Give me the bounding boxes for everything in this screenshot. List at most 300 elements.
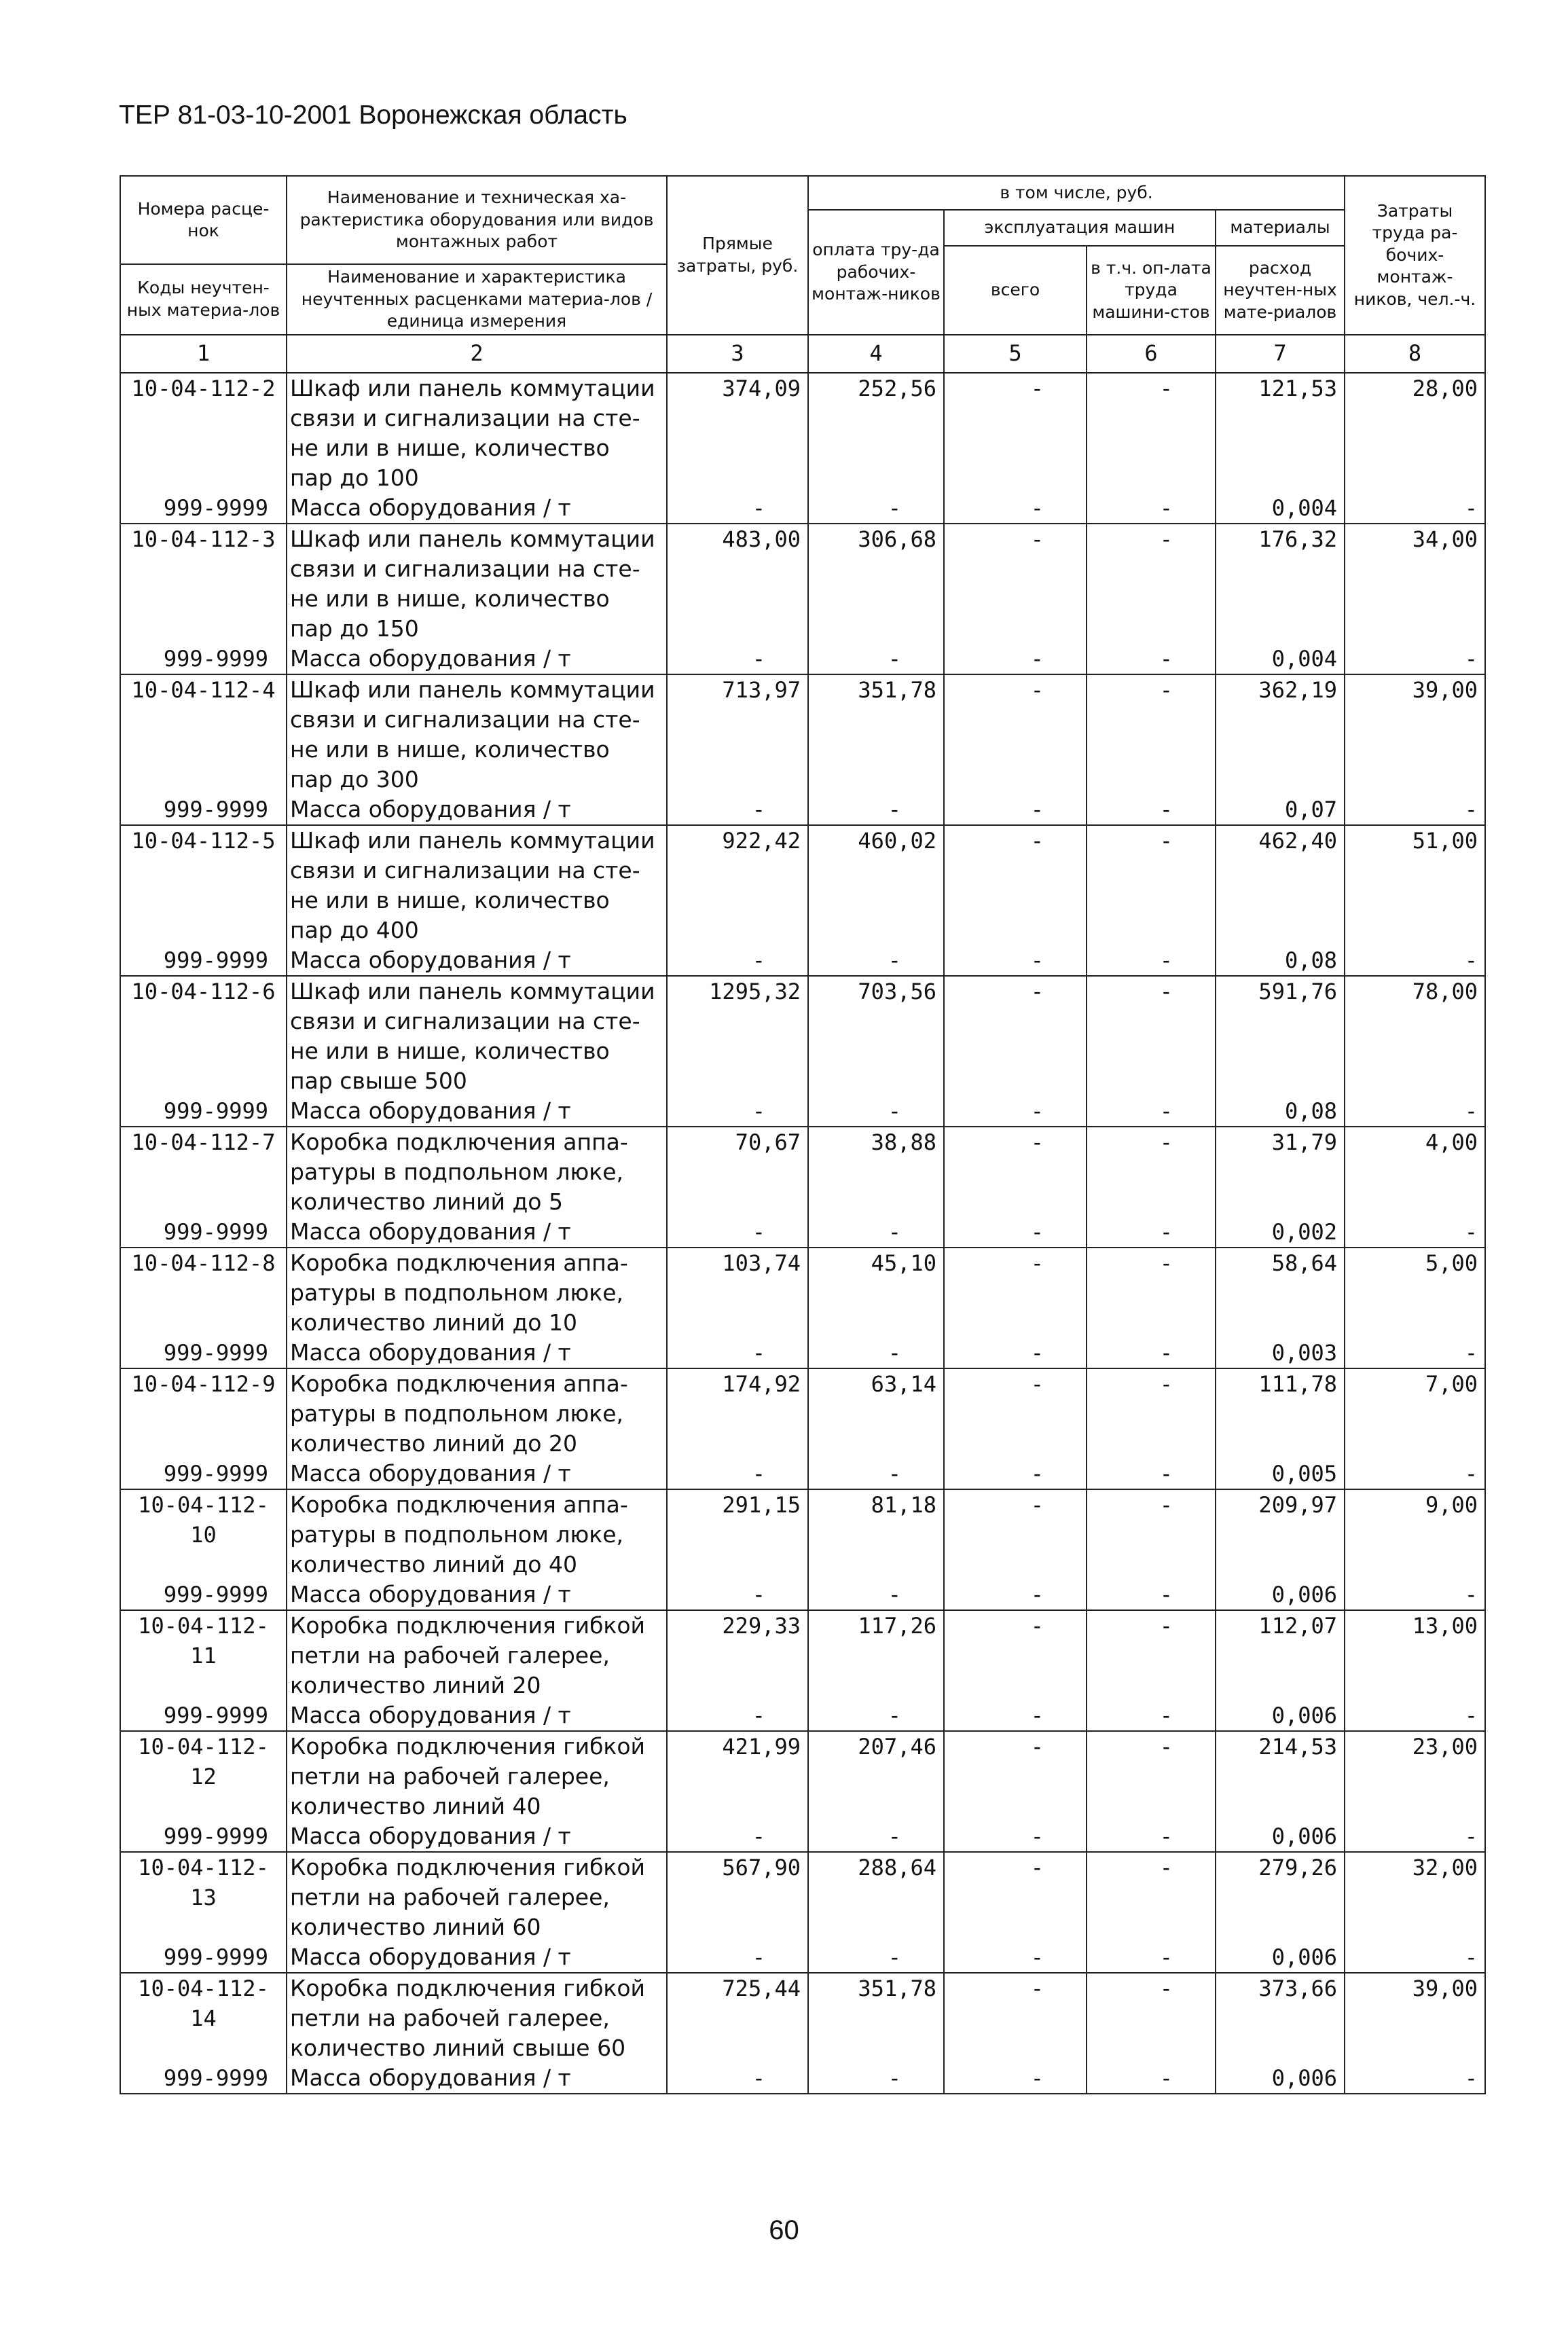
description-line: Шкаф или панель коммутации xyxy=(290,977,655,1004)
column-number: 4 xyxy=(808,335,944,373)
machinist-pay: - xyxy=(1087,1580,1216,1610)
labor-hours: 39,00 xyxy=(1345,674,1485,795)
rate-code xyxy=(120,1731,287,1821)
machinist-pay: - xyxy=(1087,1821,1216,1852)
description-line: Коробка подключения гибкой xyxy=(290,1974,646,2001)
description-line: количество линий до 10 xyxy=(290,1309,577,1336)
worker-pay: - xyxy=(808,1338,944,1368)
material-code: 999-9999 xyxy=(120,644,287,674)
machinist-pay: - xyxy=(1087,1610,1216,1700)
header-work-name: Наименование и техническая ха-рактеристика оборудования или видов монтажных работ xyxy=(287,176,667,264)
machinist-pay: - xyxy=(1087,373,1216,493)
rate-code-part: 10 xyxy=(190,1521,217,1548)
labor-hours: 7,00 xyxy=(1345,1368,1485,1459)
direct-costs: 70,67 xyxy=(667,1127,808,1217)
labor-hours: 23,00 xyxy=(1345,1731,1485,1821)
rate-code: 10-04-112-6 xyxy=(120,976,287,1096)
machinist-pay: - xyxy=(1087,644,1216,674)
machinist-pay: - xyxy=(1087,1700,1216,1731)
column-number: 2 xyxy=(287,335,667,373)
materials-cost: 591,76 xyxy=(1216,976,1345,1096)
description-line: количество линий до 40 xyxy=(290,1550,577,1578)
material-row xyxy=(120,1459,1485,1489)
description-line: не или в нише, количество xyxy=(290,1037,610,1064)
machinist-pay: - xyxy=(1087,1338,1216,1368)
column-numbers-row xyxy=(120,335,1485,373)
header-machinist-pay: в т.ч. оп-лата труда машини-стов xyxy=(1087,246,1216,335)
materials-cost: 112,07 xyxy=(1216,1610,1345,1700)
labor-hours: 4,00 xyxy=(1345,1127,1485,1217)
material-row xyxy=(120,1700,1485,1731)
table-row xyxy=(120,373,1485,493)
work-description xyxy=(287,976,667,1096)
header-material-codes: Коды неучтен-ных материа-лов xyxy=(120,264,287,335)
description-line: петли на рабочей галерее, xyxy=(290,2004,610,2031)
machines-total: - xyxy=(944,1489,1087,1580)
direct-costs: 713,97 xyxy=(667,674,808,795)
worker-pay: 460,02 xyxy=(808,825,944,945)
labor-hours: - xyxy=(1345,1580,1485,1610)
work-description xyxy=(287,1489,667,1580)
direct-costs: 174,92 xyxy=(667,1368,808,1459)
material-code: 999-9999 xyxy=(120,795,287,825)
machines-total: - xyxy=(944,1942,1087,1973)
worker-pay: 306,68 xyxy=(808,524,944,644)
direct-costs: - xyxy=(667,1096,808,1127)
rate-code xyxy=(120,1610,287,1700)
machines-total: - xyxy=(944,1731,1087,1821)
worker-pay: 703,56 xyxy=(808,976,944,1096)
header-materials: материалы xyxy=(1216,210,1345,246)
material-row xyxy=(120,2063,1485,2094)
direct-costs: - xyxy=(667,795,808,825)
column-number: 6 xyxy=(1087,335,1216,373)
material-description: Масса оборудования / т xyxy=(287,945,667,976)
rate-code: 10-04-112-2 xyxy=(120,373,287,493)
direct-costs: 374,09 xyxy=(667,373,808,493)
header-direct-costs: Прямые затраты, руб. xyxy=(667,176,808,335)
labor-hours: 13,00 xyxy=(1345,1610,1485,1700)
work-description xyxy=(287,1852,667,1942)
machines-total: - xyxy=(944,1096,1087,1127)
work-description xyxy=(287,1368,667,1459)
materials-cost: 373,66 xyxy=(1216,1973,1345,2063)
material-row xyxy=(120,1096,1485,1127)
header-labor-hours: Затраты труда ра-бочих-монтаж-ников, чел.-ч. xyxy=(1345,176,1485,335)
page-title: ТЕР 81-03-10-2001 Воронежская область xyxy=(119,101,627,130)
material-row xyxy=(120,945,1485,976)
table-row xyxy=(120,1489,1485,1580)
column-number: 5 xyxy=(944,335,1087,373)
material-code: 999-9999 xyxy=(120,1338,287,1368)
table-header xyxy=(120,176,1485,373)
description-line: ратуры в подпольном люке, xyxy=(290,1279,623,1306)
description-line: количество линий свыше 60 xyxy=(290,2034,626,2061)
worker-pay: 351,78 xyxy=(808,674,944,795)
machinist-pay: - xyxy=(1087,524,1216,644)
machines-total: - xyxy=(944,674,1087,795)
labor-hours: - xyxy=(1345,1338,1485,1368)
labor-hours: - xyxy=(1345,945,1485,976)
worker-pay: - xyxy=(808,1942,944,1973)
material-description: Масса оборудования / т xyxy=(287,1821,667,1852)
table-row xyxy=(120,825,1485,945)
table-row xyxy=(120,976,1485,1096)
material-code: 999-9999 xyxy=(120,945,287,976)
description-line: Коробка подключения гибкой xyxy=(290,1612,646,1639)
work-description xyxy=(287,825,667,945)
materials-cost: 111,78 xyxy=(1216,1368,1345,1459)
description-line: количество линий до 5 xyxy=(290,1188,563,1215)
description-line: связи и сигнализации на сте- xyxy=(290,1007,640,1034)
material-row xyxy=(120,493,1485,524)
description-line: связи и сигнализации на сте- xyxy=(290,404,640,431)
description-line: связи и сигнализации на сте- xyxy=(290,856,640,884)
direct-costs: 421,99 xyxy=(667,1731,808,1821)
materials-cost: 214,53 xyxy=(1216,1731,1345,1821)
material-description: Масса оборудования / т xyxy=(287,493,667,524)
description-line: Шкаф или панель коммутации xyxy=(290,525,655,552)
labor-hours: 32,00 xyxy=(1345,1852,1485,1942)
machines-total: - xyxy=(944,1973,1087,2063)
rate-code-part: 10-04-112- xyxy=(138,1975,269,2001)
description-line: Шкаф или панель коммутации xyxy=(290,826,655,854)
material-code: 999-9999 xyxy=(120,1942,287,1973)
material-description: Масса оборудования / т xyxy=(287,1459,667,1489)
material-code: 999-9999 xyxy=(120,1096,287,1127)
worker-pay: - xyxy=(808,1821,944,1852)
machines-total: - xyxy=(944,1217,1087,1248)
worker-pay: - xyxy=(808,1580,944,1610)
worker-pay: 63,14 xyxy=(808,1368,944,1459)
labor-hours: - xyxy=(1345,493,1485,524)
work-description xyxy=(287,1127,667,1217)
rate-code xyxy=(120,1489,287,1580)
labor-hours: 78,00 xyxy=(1345,976,1485,1096)
material-code: 999-9999 xyxy=(120,1217,287,1248)
machines-total: - xyxy=(944,373,1087,493)
description-line: пар свыше 500 xyxy=(290,1067,467,1094)
rate-code: 10-04-112-8 xyxy=(120,1248,287,1338)
direct-costs: 567,90 xyxy=(667,1852,808,1942)
labor-hours: - xyxy=(1345,1942,1485,1973)
materials-cost: 462,40 xyxy=(1216,825,1345,945)
direct-costs: - xyxy=(667,945,808,976)
direct-costs: 922,42 xyxy=(667,825,808,945)
labor-hours: - xyxy=(1345,1459,1485,1489)
machinist-pay: - xyxy=(1087,795,1216,825)
work-description xyxy=(287,674,667,795)
labor-hours: 51,00 xyxy=(1345,825,1485,945)
description-line: связи и сигнализации на сте- xyxy=(290,706,640,733)
machines-total: - xyxy=(944,2063,1087,2094)
material-code: 999-9999 xyxy=(120,1580,287,1610)
labor-hours: - xyxy=(1345,795,1485,825)
worker-pay: 252,56 xyxy=(808,373,944,493)
labor-hours: - xyxy=(1345,2063,1485,2094)
material-row xyxy=(120,1821,1485,1852)
description-line: не или в нише, количество xyxy=(290,735,610,763)
description-line: количество линий 60 xyxy=(290,1913,541,1940)
material-consumption: 0,005 xyxy=(1216,1459,1345,1489)
worker-pay: - xyxy=(808,1459,944,1489)
header-machines-total: всего xyxy=(944,246,1087,335)
material-consumption: 0,003 xyxy=(1216,1338,1345,1368)
direct-costs: - xyxy=(667,1580,808,1610)
direct-costs: - xyxy=(667,1338,808,1368)
table-body xyxy=(120,373,1485,2094)
material-code: 999-9999 xyxy=(120,1459,287,1489)
materials-cost: 58,64 xyxy=(1216,1248,1345,1338)
materials-cost: 362,19 xyxy=(1216,674,1345,795)
worker-pay: - xyxy=(808,2063,944,2094)
direct-costs: - xyxy=(667,1459,808,1489)
description-line: петли на рабочей галерее, xyxy=(290,1641,610,1669)
work-description xyxy=(287,1610,667,1700)
machinist-pay: - xyxy=(1087,493,1216,524)
machines-total: - xyxy=(944,1610,1087,1700)
worker-pay: - xyxy=(808,493,944,524)
column-number: 3 xyxy=(667,335,808,373)
direct-costs: - xyxy=(667,1821,808,1852)
description-line: пар до 400 xyxy=(290,916,419,943)
material-consumption: 0,006 xyxy=(1216,2063,1345,2094)
labor-hours: 9,00 xyxy=(1345,1489,1485,1580)
material-description: Масса оборудования / т xyxy=(287,1580,667,1610)
machinist-pay: - xyxy=(1087,1731,1216,1821)
rate-code-part: 13 xyxy=(190,1884,217,1910)
worker-pay: - xyxy=(808,644,944,674)
description-line: количество линий до 20 xyxy=(290,1430,577,1457)
description-line: Шкаф или панель коммутации xyxy=(290,374,655,401)
worker-pay: 81,18 xyxy=(808,1489,944,1580)
machines-total: - xyxy=(944,976,1087,1096)
description-line: количество линий 40 xyxy=(290,1792,541,1819)
material-consumption: 0,006 xyxy=(1216,1700,1345,1731)
material-row xyxy=(120,1942,1485,1973)
description-line: не или в нише, количество xyxy=(290,886,610,913)
table-row xyxy=(120,1973,1485,2063)
direct-costs: - xyxy=(667,1942,808,1973)
worker-pay: 45,10 xyxy=(808,1248,944,1338)
direct-costs: - xyxy=(667,493,808,524)
header-rate-numbers: Номера расце-нок xyxy=(120,176,287,264)
machines-total: - xyxy=(944,795,1087,825)
worker-pay: - xyxy=(808,1217,944,1248)
material-consumption: 0,08 xyxy=(1216,945,1345,976)
machinist-pay: - xyxy=(1087,1459,1216,1489)
rate-code: 10-04-112-9 xyxy=(120,1368,287,1459)
machines-total: - xyxy=(944,945,1087,976)
description-line: ратуры в подпольном люке, xyxy=(290,1521,623,1548)
machines-total: - xyxy=(944,1248,1087,1338)
direct-costs: - xyxy=(667,1700,808,1731)
direct-costs: - xyxy=(667,1217,808,1248)
description-line: пар до 100 xyxy=(290,464,419,491)
column-number: 7 xyxy=(1216,335,1345,373)
material-code: 999-9999 xyxy=(120,1821,287,1852)
labor-hours: - xyxy=(1345,1821,1485,1852)
direct-costs: 291,15 xyxy=(667,1489,808,1580)
direct-costs: 1295,32 xyxy=(667,976,808,1096)
labor-hours: - xyxy=(1345,1096,1485,1127)
description-line: не или в нише, количество xyxy=(290,585,610,612)
material-description: Масса оборудования / т xyxy=(287,1217,667,1248)
labor-hours: - xyxy=(1345,644,1485,674)
column-number: 8 xyxy=(1345,335,1485,373)
rate-code-part: 10-04-112- xyxy=(138,1854,269,1880)
direct-costs: 725,44 xyxy=(667,1973,808,2063)
description-line: пар до 150 xyxy=(290,615,419,642)
description-line: Коробка подключения гибкой xyxy=(290,1732,646,1760)
machines-total: - xyxy=(944,1368,1087,1459)
machines-total: - xyxy=(944,524,1087,644)
direct-costs: 103,74 xyxy=(667,1248,808,1338)
materials-cost: 209,97 xyxy=(1216,1489,1345,1580)
material-consumption: 0,006 xyxy=(1216,1580,1345,1610)
rate-code-part: 12 xyxy=(190,1763,217,1789)
machinist-pay: - xyxy=(1087,976,1216,1096)
rate-code: 10-04-112-4 xyxy=(120,674,287,795)
description-line: пар до 300 xyxy=(290,765,419,793)
table-row xyxy=(120,1610,1485,1700)
header-material-name: Наименование и характеристика неучтенных расценками материа-лов / единица измерения xyxy=(287,264,667,335)
worker-pay: - xyxy=(808,1096,944,1127)
description-line: не или в нише, количество xyxy=(290,434,610,461)
worker-pay: 207,46 xyxy=(808,1731,944,1821)
rate-code-part: 10-04-112- xyxy=(138,1612,269,1639)
column-number: 1 xyxy=(120,335,287,373)
material-description: Масса оборудования / т xyxy=(287,2063,667,2094)
worker-pay: - xyxy=(808,795,944,825)
rate-code xyxy=(120,1852,287,1942)
machinist-pay: - xyxy=(1087,945,1216,976)
worker-pay: - xyxy=(808,945,944,976)
description-line: петли на рабочей галерее, xyxy=(290,1762,610,1789)
material-description: Масса оборудования / т xyxy=(287,644,667,674)
material-description: Масса оборудования / т xyxy=(287,1942,667,1973)
machines-total: - xyxy=(944,1852,1087,1942)
material-consumption: 0,006 xyxy=(1216,1942,1345,1973)
work-description xyxy=(287,1973,667,2063)
labor-hours: - xyxy=(1345,1217,1485,1248)
work-description xyxy=(287,524,667,644)
description-line: ратуры в подпольном люке, xyxy=(290,1158,623,1185)
description-line: связи и сигнализации на сте- xyxy=(290,555,640,582)
materials-cost: 121,53 xyxy=(1216,373,1345,493)
materials-cost: 31,79 xyxy=(1216,1127,1345,1217)
material-row xyxy=(120,1580,1485,1610)
machinist-pay: - xyxy=(1087,1852,1216,1942)
machinist-pay: - xyxy=(1087,825,1216,945)
machines-total: - xyxy=(944,1459,1087,1489)
machinist-pay: - xyxy=(1087,1973,1216,2063)
machines-total: - xyxy=(944,1700,1087,1731)
work-description xyxy=(287,1731,667,1821)
material-row xyxy=(120,795,1485,825)
materials-cost: 176,32 xyxy=(1216,524,1345,644)
table-row xyxy=(120,1248,1485,1338)
material-description: Масса оборудования / т xyxy=(287,1338,667,1368)
header-machines: эксплуатация машин xyxy=(944,210,1216,246)
machinist-pay: - xyxy=(1087,674,1216,795)
rate-code-part: 14 xyxy=(190,2005,217,2031)
labor-hours: - xyxy=(1345,1700,1485,1731)
machines-total: - xyxy=(944,1338,1087,1368)
machines-total: - xyxy=(944,1127,1087,1217)
description-line: Коробка подключения аппа- xyxy=(290,1491,628,1518)
direct-costs: 229,33 xyxy=(667,1610,808,1700)
table-row xyxy=(120,524,1485,644)
rate-code xyxy=(120,1973,287,2063)
machines-total: - xyxy=(944,493,1087,524)
page-number: 60 xyxy=(769,2215,799,2245)
worker-pay: 351,78 xyxy=(808,1973,944,2063)
table-row xyxy=(120,674,1485,795)
description-line: количество линий 20 xyxy=(290,1671,541,1698)
material-consumption: 0,07 xyxy=(1216,795,1345,825)
direct-costs: - xyxy=(667,644,808,674)
rate-code: 10-04-112-3 xyxy=(120,524,287,644)
machinist-pay: - xyxy=(1087,1489,1216,1580)
table-row xyxy=(120,1127,1485,1217)
machines-total: - xyxy=(944,644,1087,674)
material-description: Масса оборудования / т xyxy=(287,1096,667,1127)
work-description xyxy=(287,1248,667,1338)
material-row xyxy=(120,644,1485,674)
labor-hours: 28,00 xyxy=(1345,373,1485,493)
table-row xyxy=(120,1852,1485,1942)
labor-hours: 39,00 xyxy=(1345,1973,1485,2063)
header-including: в том числе, руб. xyxy=(808,176,1345,210)
rate-code-part: 10-04-112- xyxy=(138,1733,269,1760)
description-line: петли на рабочей галерее, xyxy=(290,1883,610,1910)
material-consumption: 0,004 xyxy=(1216,493,1345,524)
header-worker-pay: оплата тру-да рабочих-монтаж-ников xyxy=(808,210,944,335)
machinist-pay: - xyxy=(1087,1127,1216,1217)
header-material-consumption: расход неучтен-ных мате-риалов xyxy=(1216,246,1345,335)
description-line: Коробка подключения аппа- xyxy=(290,1370,628,1397)
material-description: Масса оборудования / т xyxy=(287,795,667,825)
description-line: Коробка подключения гибкой xyxy=(290,1853,646,1880)
worker-pay: 38,88 xyxy=(808,1127,944,1217)
description-line: Коробка подключения аппа- xyxy=(290,1249,628,1276)
material-code: 999-9999 xyxy=(120,2063,287,2094)
work-description xyxy=(287,373,667,493)
material-code: 999-9999 xyxy=(120,1700,287,1731)
worker-pay: 288,64 xyxy=(808,1852,944,1942)
material-code: 999-9999 xyxy=(120,493,287,524)
rates-table xyxy=(120,175,1486,2094)
labor-hours: 34,00 xyxy=(1345,524,1485,644)
direct-costs: - xyxy=(667,2063,808,2094)
description-line: ратуры в подпольном люке, xyxy=(290,1400,623,1427)
rate-code: 10-04-112-5 xyxy=(120,825,287,945)
direct-costs: 483,00 xyxy=(667,524,808,644)
description-line: Шкаф или панель коммутации xyxy=(290,676,655,703)
material-row xyxy=(120,1217,1485,1248)
worker-pay: 117,26 xyxy=(808,1610,944,1700)
rate-code-part: 11 xyxy=(190,1642,217,1669)
description-line: Коробка подключения аппа- xyxy=(290,1128,628,1155)
machinist-pay: - xyxy=(1087,1096,1216,1127)
material-consumption: 0,08 xyxy=(1216,1096,1345,1127)
material-consumption: 0,004 xyxy=(1216,644,1345,674)
table-row xyxy=(120,1368,1485,1459)
materials-cost: 279,26 xyxy=(1216,1852,1345,1942)
machinist-pay: - xyxy=(1087,1368,1216,1459)
table-row xyxy=(120,1731,1485,1821)
